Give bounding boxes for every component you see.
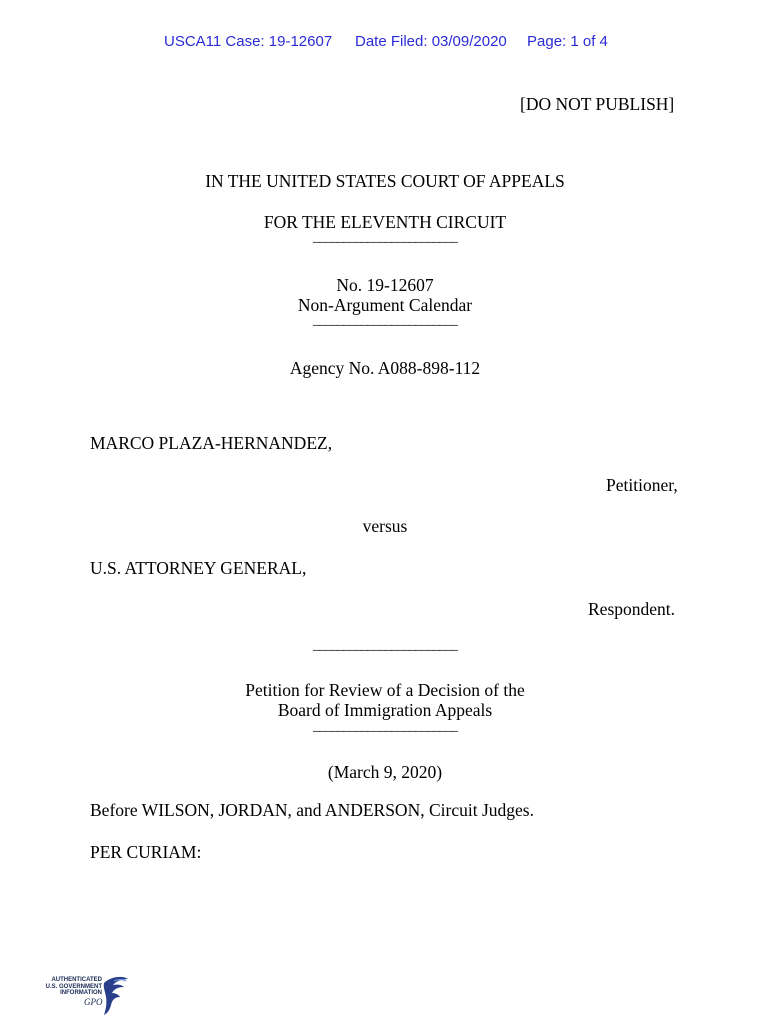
respondent-name: U.S. ATTORNEY GENERAL,	[90, 558, 307, 578]
per-curiam: PER CURIAM:	[90, 842, 202, 862]
divider-rule-1: ________________________	[313, 230, 457, 245]
publish-status: [DO NOT PUBLISH]	[520, 94, 675, 114]
judges-line: Before WILSON, JORDAN, and ANDERSON, Circuit Judges.	[90, 800, 534, 820]
calendar-type: Non-Argument Calendar	[297, 295, 473, 315]
petition-line-2: Board of Immigration Appeals	[277, 700, 493, 720]
gpo-logo-text	[44, 977, 102, 997]
gpo-mark: GPO	[84, 997, 103, 1007]
court-line-2: FOR THE ELEVENTH CIRCUIT	[263, 212, 507, 232]
gpo-text-line-1: AUTHENTICATED	[51, 977, 102, 983]
respondent-role: Respondent.	[588, 599, 676, 619]
gpo-text-line-2: U.S. GOVERNMENT	[45, 983, 102, 990]
header-date-filed: Date Filed: 03/09/2020	[355, 33, 507, 50]
gpo-authentication-logo	[44, 975, 134, 1019]
header-case: USCA11 Case: 19-12607	[164, 33, 333, 50]
petition-line-1: Petition for Review of a Decision of the	[245, 680, 525, 700]
case-number: No. 19-12607	[336, 275, 434, 295]
decision-date: (March 9, 2020)	[327, 762, 443, 782]
petitioner-role: Petitioner,	[606, 475, 678, 495]
petitioner-name: MARCO PLAZA-HERNANDEZ,	[90, 433, 333, 453]
divider-rule-4: ________________________	[313, 719, 457, 734]
eagle-icon	[100, 975, 130, 1017]
divider-rule-3: ________________________	[313, 638, 457, 653]
gpo-text-line-3: INFORMATION	[60, 990, 102, 996]
versus: versus	[362, 516, 408, 536]
agency-number: Agency No. A088-898-112	[289, 358, 481, 378]
divider-rule-2: ________________________	[313, 313, 457, 328]
court-line-1: IN THE UNITED STATES COURT OF APPEALS	[205, 171, 565, 191]
header-page: Page: 1 of 4	[527, 33, 608, 50]
